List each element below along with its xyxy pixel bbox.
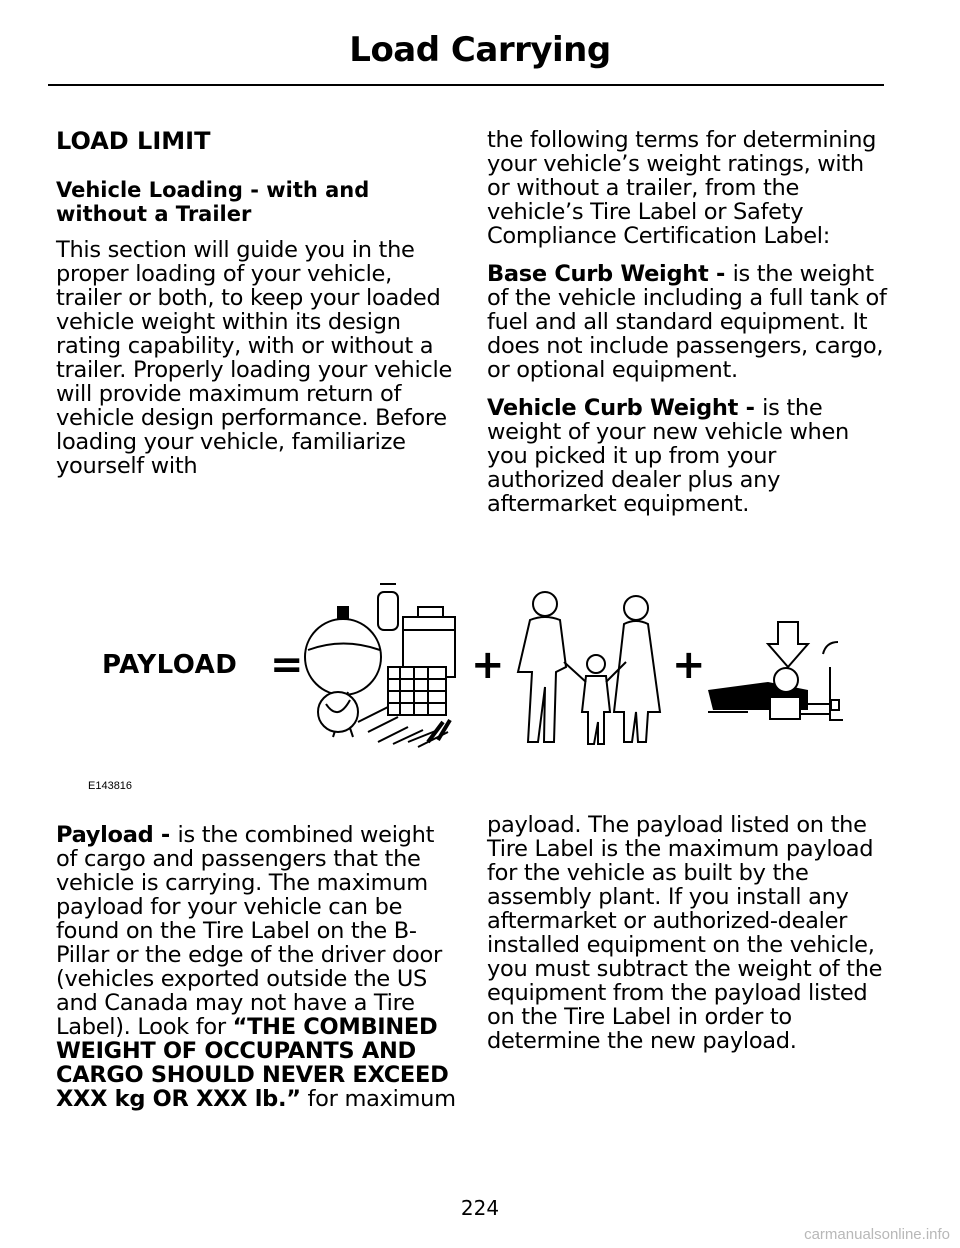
- page-number: 224: [460, 1196, 500, 1220]
- page-title: Load Carrying: [349, 30, 611, 70]
- vehicle-curb-weight-paragraph: [487, 396, 887, 516]
- watermark: carmanualsonline.info: [804, 1226, 950, 1243]
- base-curb-weight-text: is the weight of the vehicle including a full tank of fuel and all standard equipment. It does not include passengers, cargo, or optional equipment.: [487, 261, 887, 383]
- payload-continued-paragraph: payload. The payload listed on the Tire Label is the maximum payload for the vehicle as built by the assembly plant. If you install any aftermarket or authorized-dealer installed equipment on the vehicle, you must subtract the weight of the equipment from the payload listed on the Tire Label in order to determine the new payload.: [487, 812, 883, 1054]
- payload-term: Payload -: [56, 822, 178, 848]
- intro-paragraph: This section will guide you in the proper loading of your vehicle, trailer or both, to keep your loaded vehicle weight within its design rating capability, with or without a trailer. Properly loading your vehicle will provide maximum return of vehicle design performance. Before loading your vehicle, familiarize yourself with: [56, 237, 452, 479]
- plus-sign: +: [672, 642, 706, 688]
- payload-paragraph: [56, 823, 456, 1111]
- plus-sign: +: [471, 642, 505, 688]
- left-column-top: [56, 126, 456, 492]
- cargo-icon: [305, 584, 455, 747]
- header-divider: [48, 84, 884, 86]
- base-curb-weight-term: Base Curb Weight -: [487, 261, 733, 287]
- payload-illustration: [48, 572, 884, 802]
- passengers-icon: [518, 592, 660, 744]
- base-curb-weight-paragraph: [487, 262, 887, 382]
- vehicle-curb-weight-term: Vehicle Curb Weight -: [487, 395, 763, 421]
- trailer-hitch-icon: [708, 622, 843, 720]
- right-column-top: [487, 128, 887, 530]
- section-subtitle: Vehicle Loading - with and without a Trailer: [56, 178, 370, 226]
- payload-text-tail: for maximum: [300, 1086, 456, 1112]
- payload-label-quote: “THE COMBINED WEIGHT OF OCCUPANTS AND CARGO SHOULD NEVER EXCEED XXX kg OR XXX lb.”: [56, 1014, 449, 1112]
- vehicle-curb-weight-text: is the weight of your new vehicle when you picked it up from your authorized dealer plus any aftermarket equipment.: [487, 395, 850, 517]
- intro-continued-paragraph: the following terms for determining your vehicle’s weight ratings, with or without a trailer, from the vehicle’s Tire Label or Safety Compliance Certification Label:: [487, 127, 877, 249]
- figure-id: E143816: [88, 780, 133, 792]
- left-column-bottom: [56, 823, 456, 1125]
- section-title: LOAD LIMIT: [56, 127, 211, 155]
- payload-text: is the combined weight of cargo and passengers that the vehicle is carrying. The maximum payload for your vehicle can be found on the Tire Label on the B-Pillar or the edge of the driver door (vehicles exported outside the US and Canada may not have a Tire Label). Look for: [56, 822, 442, 1040]
- equals-sign: =: [270, 642, 304, 688]
- payload-figure-label: PAYLOAD: [102, 650, 238, 680]
- right-column-bottom: [487, 813, 887, 1067]
